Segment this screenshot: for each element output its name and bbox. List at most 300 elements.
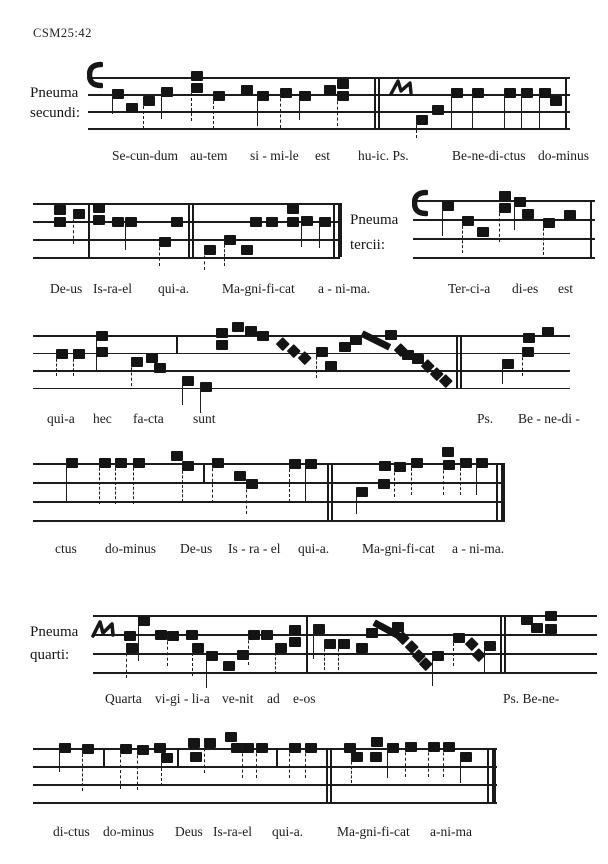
- lyric-syllable: De-us: [180, 541, 213, 556]
- lyric-syllable: qui-a.: [298, 541, 330, 556]
- staff-line: [33, 501, 505, 503]
- note-square: [316, 347, 328, 357]
- note-square: [93, 203, 105, 213]
- lyric-syllable: ve-nit: [222, 691, 254, 706]
- note-stem: [133, 463, 134, 504]
- note-stem: [387, 748, 388, 778]
- lyric-syllable: Se-cun-dum: [112, 148, 178, 163]
- lyric-syllable: di-es: [512, 281, 539, 296]
- barline-short: [103, 748, 105, 766]
- note-square: [186, 630, 198, 640]
- lyric-syllable: a - ni-ma.: [452, 541, 505, 556]
- note-square: [378, 479, 390, 489]
- barline: [88, 203, 90, 257]
- page-header: CSM25:42: [33, 26, 92, 40]
- note-stem: [280, 93, 281, 128]
- lyric-syllable: Is-ra-el: [213, 824, 252, 839]
- note-stem: [543, 223, 544, 255]
- staff-line: [413, 257, 595, 259]
- c-clef-icon: [87, 61, 103, 94]
- lyric-syllable: si - mi-le: [250, 148, 299, 163]
- note-square: [443, 460, 455, 470]
- pneuma-label: Pneuma: [350, 212, 399, 228]
- note-stem: [351, 757, 352, 783]
- note-square: [301, 216, 313, 226]
- quilisma-clef-icon: [90, 618, 116, 649]
- note-square: [522, 209, 534, 219]
- note-stem: [289, 464, 290, 502]
- note-stem: [289, 748, 290, 778]
- note-stem: [248, 635, 249, 665]
- barline-double: [188, 203, 190, 257]
- note-stem: [204, 250, 205, 270]
- note-square: [200, 382, 212, 392]
- note-stem: [242, 748, 243, 778]
- note-square: [499, 191, 511, 201]
- note-stem: [514, 202, 515, 230]
- note-square: [54, 205, 66, 215]
- lyric-syllable: Be - ne-di -: [518, 411, 580, 426]
- note-stem: [126, 648, 127, 678]
- note-stem: [502, 364, 503, 384]
- staff-line: [33, 482, 505, 484]
- note-square: [204, 245, 216, 255]
- note-square: [171, 451, 183, 461]
- note-stem: [66, 463, 67, 501]
- note-square: [93, 215, 105, 225]
- note-stem: [182, 381, 183, 405]
- note-stem: [82, 749, 83, 791]
- barline-final: [496, 463, 498, 520]
- note-square: [73, 349, 85, 359]
- lyric-syllable: Ma-gni-fi-cat: [337, 824, 410, 839]
- note-square: [191, 71, 203, 81]
- quilisma-icon: [389, 78, 415, 107]
- lyric-syllable: Ma-gni-fi-cat: [362, 541, 435, 556]
- pneuma-label: Pneuma: [30, 624, 79, 640]
- note-stem: [460, 757, 461, 783]
- lyric-syllable: De-us: [50, 281, 83, 296]
- lyric-syllable: qui-a.: [158, 281, 190, 296]
- note-square: [412, 354, 424, 364]
- note-square: [137, 745, 149, 755]
- barline-double: [330, 748, 332, 802]
- note-square: [206, 651, 218, 661]
- barline: [306, 615, 308, 672]
- pneuma-label: secundi:: [30, 105, 80, 121]
- note-square: [476, 458, 488, 468]
- note-square: [287, 204, 299, 214]
- note-stem: [257, 96, 258, 126]
- note-square: [275, 643, 287, 653]
- note-square: [531, 623, 543, 633]
- note-square: [370, 752, 382, 762]
- note-square: [472, 88, 484, 98]
- note-square: [542, 327, 554, 337]
- note-square: [212, 458, 224, 468]
- note-square: [223, 661, 235, 671]
- note-square: [514, 197, 526, 207]
- note-stem: [143, 101, 144, 129]
- note-square: [337, 79, 349, 89]
- note-stem: [182, 466, 183, 502]
- note-square: [280, 88, 292, 98]
- note-square: [161, 753, 173, 763]
- lyric-syllable: vi-gi - li-a: [155, 691, 210, 706]
- note-stem: [212, 463, 213, 503]
- lyric-syllable: Ma-gni-fi-cat: [222, 281, 295, 296]
- note-stem: [476, 463, 477, 495]
- note-square: [305, 459, 317, 469]
- note-square: [356, 643, 368, 653]
- note-square: [250, 217, 262, 227]
- note-stem: [442, 206, 443, 236]
- note-stem: [394, 467, 395, 497]
- note-square: [366, 628, 378, 638]
- note-stem: [256, 748, 257, 778]
- note-square: [299, 91, 311, 101]
- note-stem: [192, 648, 193, 676]
- note-square: [325, 361, 337, 371]
- note-square: [432, 105, 444, 115]
- note-square: [289, 459, 301, 469]
- note-stem: [59, 748, 60, 772]
- note-stem: [451, 93, 452, 128]
- staff-line: [33, 388, 570, 390]
- note-square: [99, 458, 111, 468]
- note-square: [460, 752, 472, 762]
- note-stem: [115, 463, 116, 504]
- note-square: [56, 349, 68, 359]
- note-stem: [460, 463, 461, 495]
- note-stem: [338, 644, 339, 670]
- note-square: [182, 461, 194, 471]
- note-stem: [499, 208, 500, 242]
- note-square: [443, 742, 455, 752]
- lyric-syllable: a-ni-ma: [430, 824, 472, 839]
- barline-short: [177, 748, 179, 766]
- barline-short: [276, 748, 278, 766]
- note-square: [545, 624, 557, 634]
- note-square: [442, 201, 454, 211]
- note-square: [462, 216, 474, 226]
- note-square: [96, 347, 108, 357]
- note-square: [191, 83, 203, 93]
- note-stem: [443, 747, 444, 777]
- note-square: [112, 89, 124, 99]
- note-square: [379, 461, 391, 471]
- note-stem: [206, 656, 207, 688]
- barline-double: [326, 748, 328, 802]
- barline-final: [333, 203, 335, 257]
- note-square: [120, 744, 132, 754]
- note-stem: [313, 629, 314, 659]
- lyric-syllable: ctus: [55, 541, 77, 556]
- lyric-syllable: Deus: [175, 824, 203, 839]
- lyric-syllable: est: [558, 281, 573, 296]
- note-square: [124, 631, 136, 641]
- barline-double: [374, 77, 376, 128]
- lyric-syllable: Is - ra - el: [228, 541, 281, 556]
- lyric-syllable: Be-ne-di-ctus: [452, 148, 526, 163]
- note-stem: [324, 644, 325, 670]
- lyric-syllable: do-minus: [103, 824, 155, 839]
- note-square: [125, 217, 137, 227]
- note-square: [484, 641, 496, 651]
- pneuma-label: tercii:: [350, 237, 385, 253]
- note-square: [550, 96, 562, 106]
- note-square: [521, 88, 533, 98]
- note-stem: [99, 463, 100, 504]
- note-square: [224, 235, 236, 245]
- note-square: [442, 447, 454, 457]
- lyric-syllable: au-tem: [190, 148, 228, 163]
- note-square: [154, 363, 166, 373]
- note-square: [453, 633, 465, 643]
- note-square: [564, 210, 576, 220]
- note-square: [256, 743, 268, 753]
- note-square: [287, 217, 299, 227]
- staff-line: [33, 335, 570, 337]
- note-stem: [73, 214, 74, 244]
- note-square: [543, 218, 555, 228]
- note-stem: [191, 88, 192, 121]
- note-square: [59, 743, 71, 753]
- lyric-syllable: do-minus: [538, 148, 590, 163]
- note-square: [477, 227, 489, 237]
- pneuma-label: Pneuma: [30, 85, 79, 101]
- note-square: [138, 616, 150, 626]
- note-square: [351, 752, 363, 762]
- note-square: [502, 359, 514, 369]
- note-square: [289, 625, 301, 635]
- note-stem: [131, 362, 132, 386]
- note-square: [216, 340, 228, 350]
- barline: [565, 77, 567, 128]
- note-stem: [301, 221, 302, 247]
- lyric-syllable: sunt: [193, 411, 216, 426]
- note-stem: [443, 465, 444, 495]
- lyric-syllable: e-os: [293, 691, 316, 706]
- barline-double: [378, 77, 380, 128]
- note-stem: [337, 96, 338, 126]
- note-square: [432, 651, 444, 661]
- note-square: [324, 85, 336, 95]
- note-square: [289, 743, 301, 753]
- barline-final-thick: [501, 463, 505, 520]
- staff-line: [33, 520, 505, 522]
- note-square: [234, 471, 246, 481]
- lyric-syllable: Is-ra-el: [93, 281, 132, 296]
- note-stem: [521, 93, 522, 128]
- note-square: [451, 88, 463, 98]
- note-square: [82, 744, 94, 754]
- note-square: [112, 217, 124, 227]
- note-square: [159, 237, 171, 247]
- note-stem: [138, 621, 139, 661]
- barline-double: [504, 615, 506, 672]
- note-square: [216, 328, 228, 338]
- note-stem: [73, 354, 74, 376]
- note-square: [416, 115, 428, 125]
- note-square: [115, 458, 127, 468]
- staff-line: [33, 784, 497, 786]
- note-square: [182, 376, 194, 386]
- lyric-syllable: hec: [93, 411, 112, 426]
- note-stem: [316, 352, 317, 378]
- note-square: [394, 462, 406, 472]
- barline-double: [456, 335, 458, 388]
- staff-line: [413, 238, 595, 240]
- note-stem: [120, 749, 121, 789]
- note-square: [245, 326, 257, 336]
- staff-line: [33, 239, 340, 241]
- note-stem: [224, 240, 225, 266]
- note-square: [232, 322, 244, 332]
- note-square: [504, 88, 516, 98]
- note-stem: [299, 96, 300, 120]
- note-stem: [246, 484, 247, 514]
- note-square: [499, 203, 511, 213]
- note-square: [146, 353, 158, 363]
- note-square: [126, 643, 138, 653]
- note-stem: [504, 93, 505, 128]
- lyric-syllable: a - ni-ma.: [318, 281, 371, 296]
- note-square: [428, 742, 440, 752]
- note-stem: [112, 94, 113, 114]
- note-square: [192, 643, 204, 653]
- note-square: [289, 637, 301, 647]
- note-square: [313, 624, 325, 634]
- lyric-syllable: do-minus: [105, 541, 157, 556]
- note-square: [266, 217, 278, 227]
- note-stem: [484, 646, 485, 674]
- note-stem: [432, 656, 433, 686]
- note-stem: [161, 758, 162, 786]
- note-square: [225, 732, 237, 742]
- note-stem: [305, 464, 306, 502]
- staff-line: [93, 672, 597, 674]
- note-square: [126, 103, 138, 113]
- note-square: [324, 639, 336, 649]
- note-stem: [159, 242, 160, 266]
- note-stem: [405, 747, 406, 777]
- note-square: [305, 743, 317, 753]
- note-square: [131, 357, 143, 367]
- note-square: [337, 91, 349, 101]
- note-stem: [522, 352, 523, 376]
- barline-short: [203, 463, 205, 482]
- note-square: [356, 487, 368, 497]
- note-square: [319, 217, 331, 227]
- note-stem: [416, 120, 417, 138]
- note-square: [257, 331, 269, 341]
- lyric-syllable: Quarta: [105, 691, 142, 706]
- note-stem: [200, 387, 201, 413]
- note-stem: [213, 96, 214, 129]
- barline-double: [327, 463, 329, 520]
- note-stem: [305, 748, 306, 778]
- note-square: [371, 737, 383, 747]
- note-square: [154, 743, 166, 753]
- note-stem: [56, 354, 57, 376]
- note-square: [522, 347, 534, 357]
- note-square: [411, 458, 423, 468]
- note-square: [338, 639, 350, 649]
- barline-final: [487, 748, 489, 802]
- note-square: [261, 630, 273, 640]
- note-stem: [125, 222, 126, 250]
- note-stem: [137, 750, 138, 790]
- pneuma-label: quarti:: [30, 647, 70, 663]
- lyric-syllable: qui-a: [47, 411, 75, 426]
- lyric-syllable: ad: [267, 691, 280, 706]
- barline-double: [331, 463, 333, 520]
- note-square: [523, 333, 535, 343]
- note-stem: [275, 648, 276, 674]
- staff-line: [88, 77, 570, 79]
- note-square: [257, 91, 269, 101]
- note-stem: [428, 747, 429, 777]
- note-square: [96, 331, 108, 341]
- note-square: [242, 743, 254, 753]
- note-square: [167, 631, 179, 641]
- note-square: [54, 217, 66, 227]
- note-stem: [462, 221, 463, 253]
- note-square: [545, 611, 557, 621]
- note-square: [73, 209, 85, 219]
- note-stem: [411, 463, 412, 495]
- note-square: [204, 738, 216, 748]
- note-square: [385, 330, 397, 340]
- staff-line: [33, 257, 340, 259]
- note-stem: [539, 93, 540, 128]
- note-square: [190, 752, 202, 762]
- staff-line: [88, 128, 570, 130]
- lyric-syllable: Ps.: [477, 411, 494, 426]
- staff-line: [33, 370, 570, 372]
- note-square: [213, 91, 225, 101]
- note-stem: [356, 492, 357, 514]
- note-stem: [319, 222, 320, 248]
- lyric-syllable: Ter-ci-a: [448, 281, 491, 296]
- note-square: [241, 245, 253, 255]
- barline: [590, 200, 592, 257]
- barline-short: [176, 335, 178, 353]
- note-square: [133, 458, 145, 468]
- note-square: [143, 96, 155, 106]
- note-square: [188, 738, 200, 748]
- note-square: [248, 630, 260, 640]
- note-square: [246, 479, 258, 489]
- note-square: [241, 85, 253, 95]
- lyric-syllable: est: [315, 148, 330, 163]
- note-stem: [453, 638, 454, 666]
- note-square: [387, 743, 399, 753]
- lyric-syllable: qui-a.: [272, 824, 304, 839]
- barline-double: [192, 203, 194, 257]
- staff-line: [93, 653, 597, 655]
- barline-final-thick: [338, 203, 342, 257]
- note-square: [405, 742, 417, 752]
- note-stem: [204, 743, 205, 773]
- lyric-syllable: di-ctus: [53, 824, 90, 839]
- note-stem: [472, 93, 473, 128]
- note-square: [460, 458, 472, 468]
- c-clef-icon: [412, 189, 428, 222]
- note-square: [66, 458, 78, 468]
- barline-final-thick: [492, 748, 496, 802]
